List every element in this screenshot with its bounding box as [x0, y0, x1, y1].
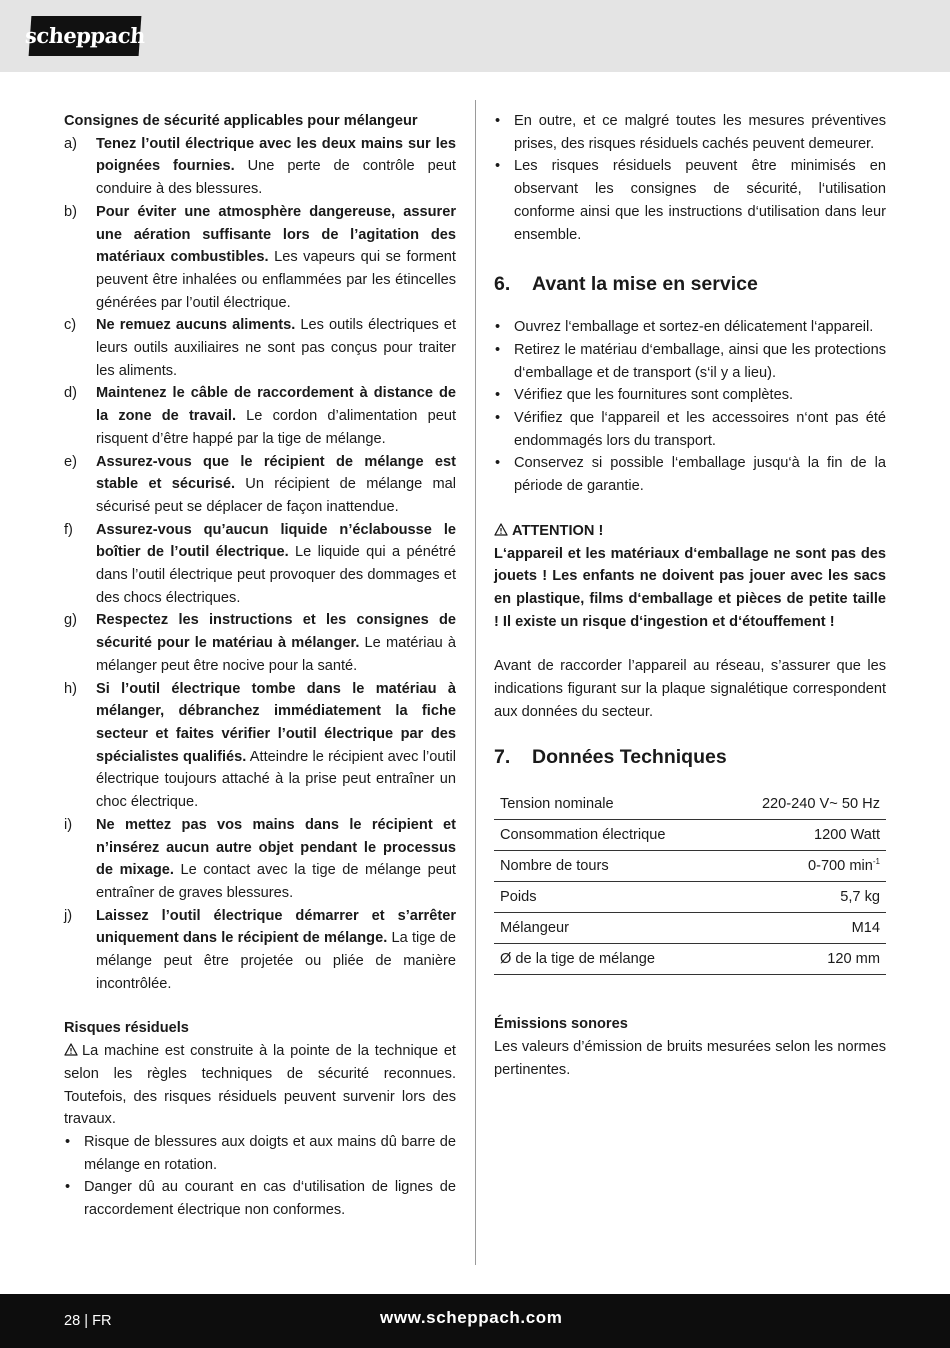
bullet-text: En outre, et ce malgré toutes les mesures préventives prises, des risques résiduels cachés peuvent demeurer.	[514, 113, 886, 152]
emissions-title: Émissions sonores	[494, 1016, 628, 1033]
bullet-dot: •	[495, 158, 501, 175]
item-text: Les outils électriques et leurs outils auxiliaires ne sont pas conçus pour traiter les aliments.	[96, 317, 456, 379]
item-label: f)	[64, 521, 73, 538]
item-bold: Si l’outil électrique tombe dans le matériau à mélanger, débranchez immédiatement la fiche secteur et faites vérifier l’outil électrique par des spécialistes qualifiés.	[96, 680, 456, 765]
item-bold: Assurez-vous qu’aucun liquide n’éclabousse le boîtier de l’outil électrique.	[96, 521, 456, 561]
item-bold: Respectez les instructions et les consignes de sécurité pour le matériau à mélanger.	[96, 612, 456, 652]
item-text: Un récipient de mélange mal sécurisé peut se déplacer de façon inattendue.	[96, 476, 456, 515]
scheppach-logo	[24, 16, 146, 56]
item-bold: Maintenez le câble de raccordement à distance de la zone de travail.	[96, 385, 456, 425]
page-footer	[0, 1294, 950, 1348]
item-text: Le contact avec la tige de mélange peut entraîner de graves blessures.	[96, 862, 456, 901]
residual-intro	[64, 1040, 456, 1131]
item-label: c)	[64, 317, 77, 334]
safety-item-f	[64, 519, 456, 610]
bullet-text: Vérifiez que les fournitures sont complètes.	[514, 387, 794, 404]
bullet-text: Risque de blessures aux doigts et aux mains dû barre de mélange en rotation.	[84, 1133, 456, 1173]
setup-bullet	[494, 384, 886, 407]
item-label: j)	[64, 907, 73, 924]
safety-item-h	[64, 678, 456, 814]
item-label: i)	[64, 816, 73, 833]
item-label: g)	[64, 612, 77, 629]
item-text: Le liquide qui a pénétré dans l’outil électrique peut provoquer des dommages et des chocs électriques.	[96, 544, 456, 606]
item-bold: Laissez l’outil électrique démarrer et s’arrêter uniquement dans le récipient de mélange.	[96, 907, 456, 947]
emissions-text: Les valeurs d’émission de bruits mesurées selon les normes pertinentes.	[494, 1039, 886, 1078]
item-label: e)	[64, 453, 77, 470]
warning-icon	[64, 1043, 78, 1056]
spec-name: Mélangeur	[494, 913, 720, 944]
spec-value: 220-240 V~ 50 Hz	[720, 789, 886, 820]
spec-value-cell	[720, 851, 886, 882]
section-number: 7.	[494, 746, 511, 769]
safety-item-d	[64, 382, 456, 450]
residual-risks-title: Risques résiduels	[64, 1020, 189, 1037]
spec-name: Nombre de tours	[494, 851, 720, 882]
residual-bullet	[494, 110, 886, 155]
residual-bullet	[64, 1131, 456, 1176]
table-row	[494, 913, 886, 944]
bullet-text: Conservez si possible l‘emballage jusqu‘à la fin de la période de garantie.	[514, 455, 886, 495]
bullet-dot: •	[65, 1133, 71, 1150]
residual-bullet	[494, 155, 886, 246]
setup-bullet	[494, 407, 886, 452]
section-title: Données Techniques	[532, 746, 727, 769]
warning-icon	[494, 523, 508, 536]
item-bold: Assurez-vous que le récipient de mélange est stable et sécurisé.	[96, 453, 456, 493]
setup-bullet	[494, 452, 886, 497]
item-label: a)	[64, 135, 77, 152]
right-column	[494, 110, 886, 1082]
website-link[interactable]: www.scheppach.com	[380, 1308, 563, 1327]
section-7-heading	[494, 743, 886, 771]
safety-item-c	[64, 314, 456, 382]
item-text: La tige de mélange peut être projetée ou pliée de manière incontrôlée.	[96, 930, 456, 992]
safety-item-j	[64, 905, 456, 996]
column-divider	[475, 100, 476, 1265]
bullet-text: Vérifiez que l‘appareil et les accessoires n‘ont pas été endommagés lors du transport.	[514, 410, 886, 449]
item-text: Le cordon d’alimentation peut risquent d’être happé par la tige de mélange.	[96, 408, 456, 447]
bullet-dot: •	[495, 387, 501, 404]
connect-text: Avant de raccorder l’appareil au réseau, s’assurer que les indications figurant sur la plaque signalétique correspondent aux données du secteur.	[494, 658, 886, 720]
safety-item-g	[64, 609, 456, 677]
safety-item-a	[64, 133, 456, 201]
bullet-dot: •	[495, 113, 501, 129]
spec-value: 120 mm	[720, 944, 886, 975]
spec-value: 1200 Watt	[720, 820, 886, 851]
tech-data-table	[494, 789, 886, 975]
table-row	[494, 789, 886, 820]
bullet-dot: •	[495, 341, 501, 358]
spec-value: M14	[720, 913, 886, 944]
item-label: h)	[64, 680, 77, 697]
table-row	[494, 851, 886, 882]
bullet-dot: •	[65, 1179, 71, 1196]
item-text: Les vapeurs qui se forment peuvent être inhalées ou enflammées par les étincelles générées par l’outil électrique.	[96, 249, 456, 311]
left-column	[64, 110, 456, 1222]
item-bold: Ne mettez pas vos mains dans le récipient et n’insérez aucun autre objet pendant le processus de mixage.	[96, 816, 456, 879]
bullet-text: Les risques résiduels peuvent être minimisés en observant les consignes de sécurité, l‘utilisation conforme ainsi que les instructions d‘utilisation dans leur ensemble.	[514, 158, 886, 243]
spec-value: 5,7 kg	[720, 882, 886, 913]
spec-value: 0-700 min	[807, 858, 873, 875]
item-text: Une perte de contrôle peut conduire à des blessures.	[96, 158, 456, 198]
section-number: 6.	[494, 273, 511, 296]
safety-title: Consignes de sécurité applicables pour mélangeur	[64, 113, 418, 129]
attention-label	[494, 520, 886, 543]
bullet-dot: •	[495, 410, 501, 427]
bullet-text: Danger dû au courant en cas d‘utilisation de lignes de raccordement électrique non conformes.	[84, 1179, 456, 1219]
safety-item-b	[64, 201, 456, 315]
bullet-text: Retirez le matériau d‘emballage, ainsi que les protections d‘emballage et de transport (s‘il y a lieu).	[514, 341, 886, 381]
section-title: Avant la mise en service	[532, 273, 758, 296]
spec-name: Tension nominale	[494, 789, 720, 820]
spec-value-exponent: -1	[872, 857, 880, 867]
residual-intro-text: La machine est construite à la pointe de la technique et selon les règles techniques de sécurité reconnues. Toutefois, des risques résiduels peuvent survenir lors des travaux.	[64, 1043, 456, 1128]
spec-name: Ø de la tige de mélange	[494, 944, 720, 975]
setup-bullet	[494, 339, 886, 384]
page-header	[0, 0, 950, 72]
item-bold: Tenez l’outil électrique avec les deux mains sur les poignées fournies.	[96, 135, 456, 175]
logo-text: scheppach	[24, 22, 146, 48]
attention-text: L‘appareil et les matériaux d‘emballage ne sont pas des jouets ! Les enfants ne doivent pas jouer avec les sacs en plastique, films d‘emballage et pièces de petite taille ! Il existe un risque d‘ingestion et d‘étouffement !	[494, 545, 886, 630]
table-row	[494, 944, 886, 975]
table-row	[494, 820, 886, 851]
section-6-heading	[494, 270, 886, 298]
item-bold: Pour éviter une atmosphère dangereuse, assurer une aération suffisante lors de l’agitation des matériaux combustibles.	[96, 203, 456, 266]
safety-item-e	[64, 451, 456, 519]
safety-list	[64, 133, 456, 996]
table-row	[494, 882, 886, 913]
residual-bullet	[64, 1176, 456, 1221]
item-text: Atteindre le récipient avec l’outil électrique toujours attaché à la prise peut entraîner un choc électrique.	[96, 748, 456, 811]
spec-name: Poids	[494, 882, 720, 913]
bullet-text: Ouvrez l‘emballage et sortez-en délicatement l‘appareil.	[514, 319, 874, 336]
bullet-dot: •	[495, 319, 501, 336]
bullet-dot: •	[495, 455, 501, 472]
item-text: Le matériau à mélanger peut être nocive pour la santé.	[96, 635, 456, 674]
attention-label-text: ATTENTION !	[512, 522, 604, 539]
spec-name: Consommation électrique	[494, 820, 720, 851]
item-label: d)	[64, 385, 77, 402]
safety-item-i	[64, 814, 456, 905]
item-label: b)	[64, 203, 77, 220]
page-number: 28 | FR	[64, 1313, 112, 1329]
item-bold: Ne remuez aucuns aliments.	[96, 317, 296, 334]
setup-bullet	[494, 316, 886, 339]
